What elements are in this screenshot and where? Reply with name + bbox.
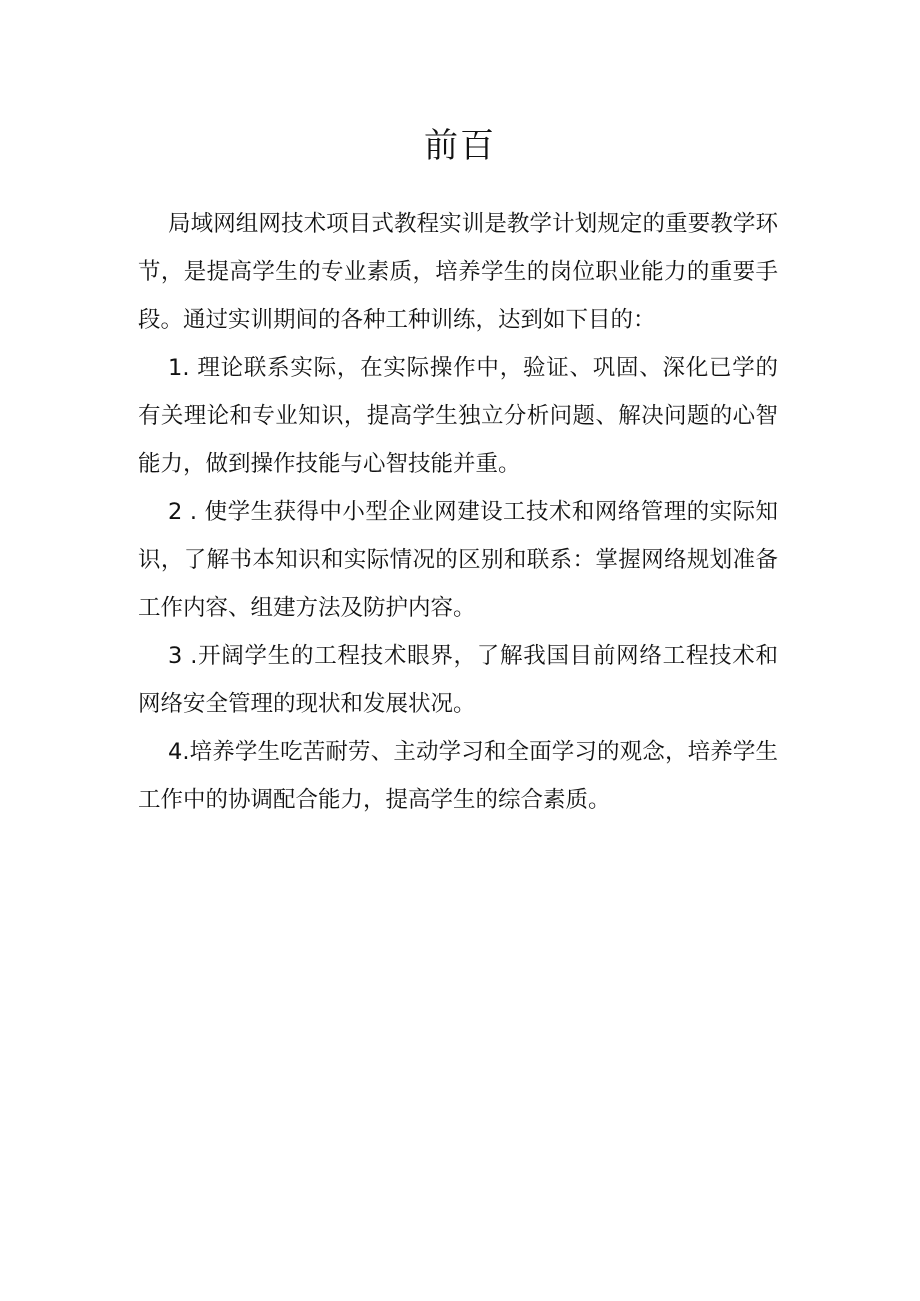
goal-paragraph-3: 3 .开阔学生的工程技术眼界，了解我国目前网络工程技术和网络安全管理的现状和发展状况。 [138,643,778,717]
intro-paragraph: 局域网组网技术项目式教程实训是教学计划规定的重要教学环节，是提高学生的专业素质，培养学生的岗位职业能力的重要手段。通过实训期间的各种工种训练，达到如下目的： [138,211,778,333]
goal-paragraph-4: 4.培养学生吃苦耐劳、主动学习和全面学习的观念，培养学生工作中的协调配合能力，提高学生的综合素质。 [138,739,778,813]
document-body [138,200,778,824]
goal-paragraph-1: 1. 理论联系实际，在实际操作中，验证、巩固、深化已学的有关理论和专业知识，提高学生独立分析问题、解决问题的心智能力，做到操作技能与心智技能并重。 [138,355,778,477]
page-title: 前百 [424,126,496,166]
goal-paragraph-2: 2 . 使学生获得中小型企业网建设工技术和网络管理的实际知识，了解书本知识和实际情况的区别和联系：掌握网络规划准备工作内容、组建方法及防护内容。 [138,499,778,621]
